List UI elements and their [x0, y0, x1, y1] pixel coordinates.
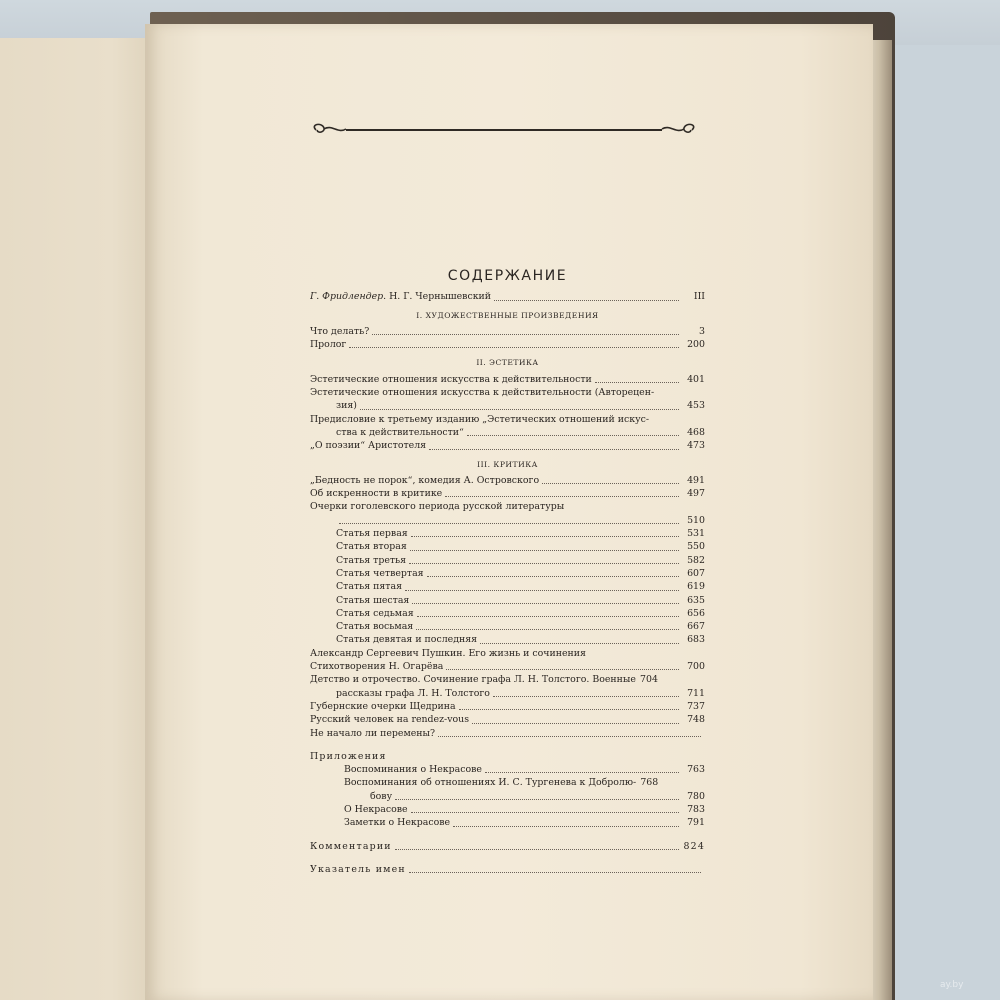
toc-entry-page: 748	[687, 714, 705, 726]
toc-entry-title: Статья восьмая	[336, 621, 414, 633]
toc-entry-page: 656	[687, 607, 705, 619]
toc-entry-page: 453	[687, 400, 705, 412]
toc-entry-page: 711	[687, 687, 705, 699]
toc-entry	[310, 474, 705, 487]
toc-entry-page: 635	[687, 594, 705, 606]
toc-article	[310, 620, 705, 633]
toc-entry-title: Н. Г. Чернышевский	[389, 291, 492, 303]
page-title: СОДЕРЖАНИЕ	[447, 268, 568, 284]
toc-entry-title: Воспоминания об отношениях И. С. Тургенева к Добролю-	[344, 777, 637, 789]
toc-entry-title-cont: рассказы графа Л. Н. Толстого	[336, 687, 490, 699]
toc-entry-index	[310, 863, 705, 876]
toc-entry	[310, 713, 705, 726]
toc-entry-title: „О поэзии“ Аристотеля	[310, 440, 427, 452]
toc-entry-page: 468	[687, 426, 705, 438]
toc-entry-page: 550	[687, 541, 705, 553]
toc-entry-title: Русский человек на rendez-vous	[310, 714, 470, 726]
toc-entry-title: Александр Сергеевич Пушкин. Его жизнь и сочинения	[310, 647, 586, 659]
toc-entry-page: 582	[687, 554, 705, 566]
toc-entry-title-cont: бову	[370, 790, 393, 802]
toc-entry	[310, 338, 705, 351]
toc-appendix-entry	[310, 776, 705, 803]
toc-article	[310, 580, 705, 593]
toc-entry-page: 619	[687, 581, 705, 593]
toc-entry	[310, 386, 705, 413]
toc-entry-title: Детство и отрочество. Сочинение графа Л. Н. Толстого. Военные	[310, 674, 636, 686]
toc-entry	[310, 413, 705, 440]
toc-entry-title: Эстетические отношения искусства к действительности	[310, 373, 592, 385]
toc-article	[310, 527, 705, 540]
toc-entry-intro	[310, 290, 705, 303]
appendix-heading-text: Приложения	[310, 750, 387, 762]
toc-entry	[310, 439, 705, 452]
toc-entry-title: Губернские очерки Щедрина	[310, 700, 456, 712]
toc-entry-page: 791	[687, 817, 705, 829]
toc-entry-title: Статья третья	[336, 554, 407, 566]
section-heading: III. КРИТИКА	[477, 459, 538, 469]
left-flyleaf	[0, 38, 160, 1000]
toc-entry-page: 824	[683, 840, 705, 852]
toc-entry-title: Стихотворения Н. Огарёва	[310, 661, 444, 673]
toc-entry-title: Об искренности в критике	[310, 488, 443, 500]
toc-entry-title: Указатель имен	[310, 863, 406, 875]
toc-entry-author: Г. Фридлендер.	[310, 291, 387, 303]
toc-entry	[310, 727, 705, 740]
toc-entry	[310, 487, 705, 500]
toc-article	[310, 607, 705, 620]
toc-entry-page: 607	[687, 567, 705, 579]
toc-entry	[310, 373, 705, 386]
table-of-contents	[310, 270, 705, 876]
toc-entry-title: Статья первая	[336, 528, 408, 540]
toc-entry-title: Статья четвертая	[336, 567, 424, 579]
toc-entry	[310, 647, 705, 660]
toc-entry-title: Статья седьмая	[336, 607, 414, 619]
toc-entry-page: 473	[687, 440, 705, 452]
toc-entry-title-cont: зия)	[336, 400, 357, 412]
toc-entry-title-cont: ства к действительности“	[336, 426, 464, 438]
toc-entry-page: 200	[687, 339, 705, 351]
page-edges	[870, 40, 892, 1000]
toc-entry-page: 497	[687, 488, 705, 500]
toc-entry-page: 768	[640, 777, 659, 789]
toc-entry-title: „Бедность не порок“, комедия А. Островского	[310, 474, 540, 486]
toc-entry-title: Статья девятая и последняя	[336, 634, 478, 646]
toc-entry-title: Предисловие к третьему изданию „Эстетических отношений искус-	[310, 413, 650, 425]
toc-entry-page: 763	[687, 764, 705, 776]
toc-entry-page: 737	[687, 700, 705, 712]
toc-appendix-entry	[310, 803, 705, 816]
toc-entry-commentary	[310, 840, 705, 853]
toc-entry	[310, 660, 705, 673]
toc-entry-page: 401	[687, 373, 705, 385]
toc-appendix-entry	[310, 763, 705, 776]
toc-entry-title: Пролог	[310, 339, 347, 351]
toc-entry-page: 667	[687, 621, 705, 633]
appendix-heading	[310, 750, 705, 763]
ornament-rule-icon	[308, 122, 700, 138]
toc-entry-title: Что делать?	[310, 325, 370, 337]
toc-entry-page: 531	[687, 528, 705, 540]
toc-entry-page: 683	[687, 634, 705, 646]
toc-entry-page: 700	[687, 661, 705, 673]
toc-entry-page: 491	[687, 474, 705, 486]
toc-entry	[310, 673, 705, 700]
toc-article	[310, 633, 705, 646]
toc-entry-page: 780	[687, 790, 705, 802]
toc-entry-title: О Некрасове	[344, 803, 408, 815]
toc-entry	[310, 514, 705, 527]
toc-entry-page: 704	[640, 674, 658, 686]
toc-entry-title: Статья шестая	[336, 594, 410, 606]
section-heading: II. ЭСТЕТИКА	[476, 358, 539, 368]
toc-entry-page: 3	[699, 325, 705, 337]
toc-article	[310, 594, 705, 607]
toc-entry-page: III	[693, 291, 705, 303]
toc-entry-title: Эстетические отношения искусства к действительности (Авторецен-	[310, 387, 655, 399]
toc-article	[310, 554, 705, 567]
section-heading: I. ХУДОЖЕСТВЕННЫЕ ПРОИЗВЕДЕНИЯ	[416, 310, 599, 320]
toc-entry	[310, 325, 705, 338]
toc-article	[310, 540, 705, 553]
toc-entry-title: Заметки о Некрасове	[344, 817, 451, 829]
toc-entry	[310, 700, 705, 713]
toc-appendix-entry	[310, 816, 705, 829]
toc-entry-title: Статья вторая	[336, 541, 407, 553]
toc-entry-title: Не начало ли перемены?	[310, 727, 436, 739]
watermark: ay.by	[940, 980, 964, 990]
toc-entry-page: 510	[687, 514, 705, 526]
toc-entry-title: Статья пятая	[336, 581, 402, 593]
toc-entry	[310, 500, 705, 513]
toc-article	[310, 567, 705, 580]
toc-entry-title: Воспоминания о Некрасове	[344, 764, 482, 776]
toc-entry-page: 783	[687, 803, 705, 815]
toc-entry-title: Комментарии	[310, 840, 392, 852]
toc-entry-title: Очерки гоголевского периода русской литературы	[310, 501, 565, 513]
